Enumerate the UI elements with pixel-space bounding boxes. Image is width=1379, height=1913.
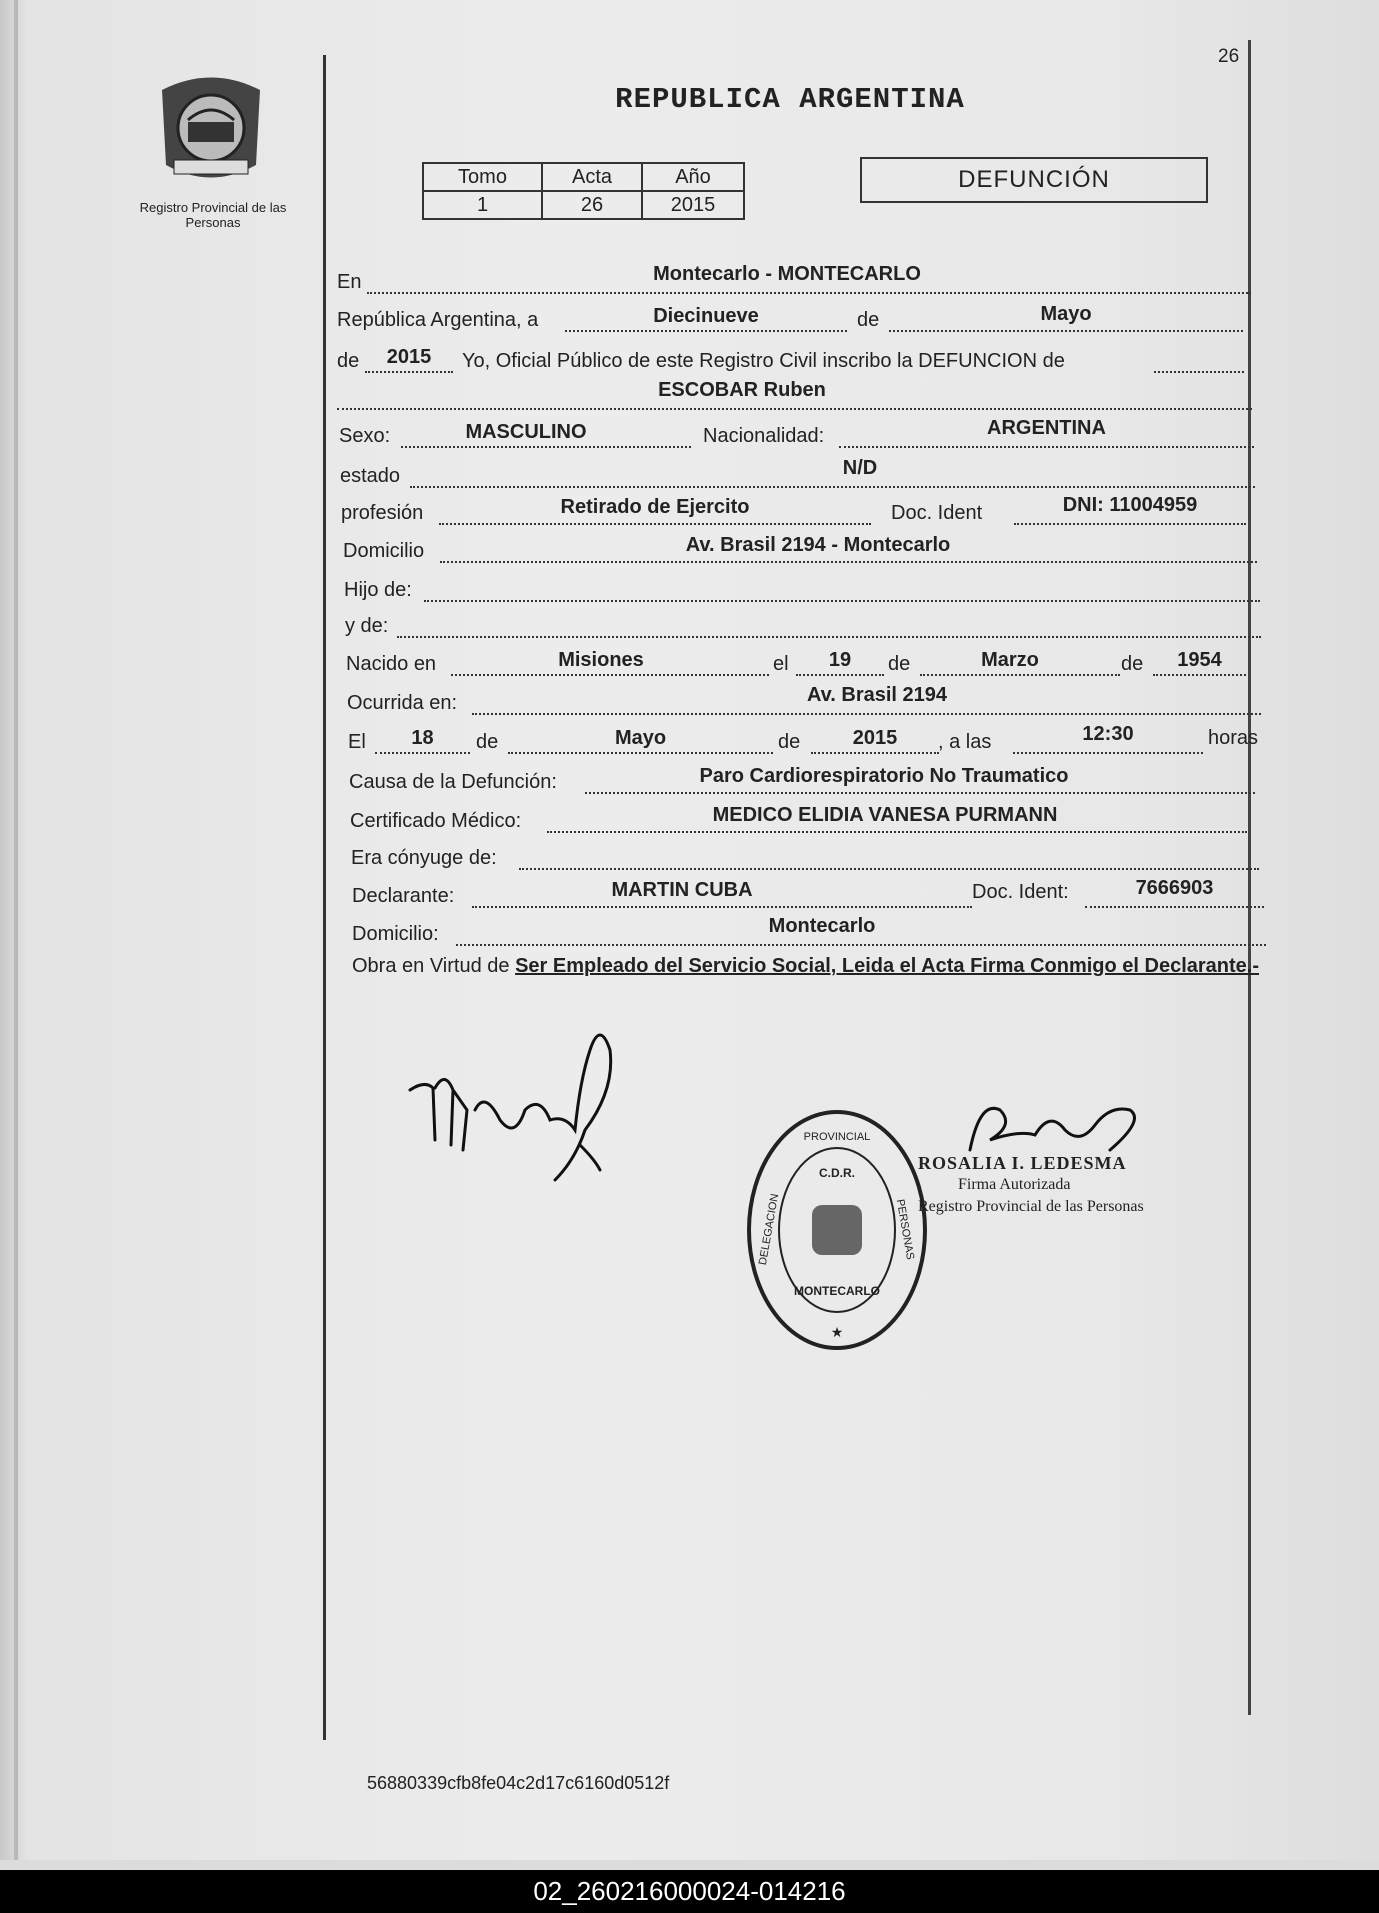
registry-name: Registro Provincial de las Personas bbox=[139, 200, 287, 230]
page-number: 26 bbox=[1218, 46, 1240, 67]
en-label: En bbox=[337, 271, 362, 293]
hora-value: 12:30 bbox=[1082, 723, 1134, 745]
decl-doc-value: 7666903 bbox=[1135, 877, 1214, 899]
table-cell: 26 bbox=[542, 191, 642, 219]
table-header: Año bbox=[642, 163, 744, 191]
obra-label: Obra en Virtud de bbox=[352, 955, 510, 977]
nac-anio: 1954 bbox=[1177, 649, 1222, 671]
authority-block bbox=[918, 1152, 1144, 1218]
estado-label: estado bbox=[340, 465, 401, 487]
def-de2: de bbox=[778, 731, 801, 753]
decl-doc-label: Doc. Ident: bbox=[972, 881, 1069, 903]
row-yde bbox=[345, 610, 1261, 640]
obra-paragraph bbox=[352, 952, 1266, 981]
conyuge-line bbox=[519, 844, 1259, 870]
declarant-signature-icon bbox=[405, 1020, 625, 1190]
dia-value: Diecinueve bbox=[653, 305, 759, 327]
hijo-line bbox=[424, 576, 1260, 602]
el2-label: El bbox=[348, 731, 366, 753]
nac-mes: Marzo bbox=[981, 649, 1039, 671]
certificado-value: MEDICO ELIDIA VANESA PURMANN bbox=[712, 804, 1058, 826]
conyuge-label: Era cónyuge de: bbox=[351, 847, 497, 869]
row-decl-domicilio bbox=[352, 915, 1266, 948]
svg-text:★: ★ bbox=[830, 1324, 844, 1340]
estado-value: N/D bbox=[842, 457, 878, 479]
row-nacido bbox=[346, 648, 1246, 678]
profesion-label: profesión bbox=[341, 502, 424, 524]
table-header: Tomo bbox=[423, 163, 542, 191]
row-certificado bbox=[350, 805, 1247, 835]
alas-label: , a las bbox=[938, 731, 992, 753]
row-profesion bbox=[341, 494, 1246, 527]
def-dia: 18 bbox=[411, 727, 434, 749]
table-cell: 1 bbox=[423, 191, 542, 219]
row-defuncion-fecha bbox=[348, 723, 1263, 756]
row-sexo bbox=[339, 417, 1254, 450]
row-republica bbox=[337, 304, 1243, 334]
nacionalidad-value: ARGENTINA bbox=[987, 417, 1106, 439]
footer-id: 02_260216000024-014216 bbox=[0, 1870, 1379, 1913]
page-fold bbox=[14, 0, 18, 1860]
nacionalidad-label: Nacionalidad: bbox=[703, 425, 825, 447]
causa-label: Causa de la Defunción: bbox=[349, 771, 557, 793]
document-type-box: DEFUNCIÓN bbox=[860, 157, 1208, 203]
nombre-value: ESCOBAR Ruben bbox=[658, 379, 826, 401]
authority-office: Registro Provincial de las Personas bbox=[918, 1198, 1144, 1215]
authority-name: ROSALIA I. LEDESMA bbox=[918, 1153, 1127, 1173]
nac-de2: de bbox=[1121, 653, 1144, 675]
sexo-label: Sexo: bbox=[339, 425, 391, 447]
causa-value: Paro Cardiorespiratorio No Traumatico bbox=[699, 765, 1069, 787]
republica-label: República Argentina, a bbox=[337, 309, 539, 331]
nac-dia: 19 bbox=[828, 649, 852, 671]
row-nombre bbox=[337, 379, 1252, 412]
hijo-label: Hijo de: bbox=[344, 579, 412, 601]
row-ocurrida bbox=[347, 684, 1261, 717]
doc-label: Doc. Ident bbox=[891, 502, 983, 524]
authority-role: Firma Autorizada bbox=[958, 1176, 1071, 1193]
row-conyuge bbox=[351, 842, 1259, 872]
nac-de1: de bbox=[888, 653, 911, 675]
decl-dom-value: Montecarlo bbox=[768, 915, 876, 937]
row-domicilio bbox=[343, 535, 1257, 565]
horas-label: horas bbox=[1208, 727, 1259, 749]
de-label: de bbox=[857, 309, 880, 331]
row-hijo bbox=[344, 574, 1260, 604]
document-hash: 56880339cfb8fe04c2d17c6160d0512f bbox=[367, 1773, 670, 1793]
def-anio: 2015 bbox=[852, 727, 898, 749]
table-cell: 2015 bbox=[642, 191, 744, 219]
anio-value: 2015 bbox=[386, 346, 432, 368]
doc-value: DNI: 11004959 bbox=[1062, 494, 1198, 516]
profesion-value: Retirado de Ejercito bbox=[560, 496, 750, 518]
ocurrida-label: Ocurrida en: bbox=[347, 692, 458, 714]
oficial-text: Yo, Oficial Público de este Registro Civil inscribo la DEFUNCION de bbox=[462, 350, 1065, 372]
record-table bbox=[422, 162, 745, 220]
el-label: el bbox=[773, 653, 789, 675]
domicilio-value: Av. Brasil 2194 - Montecarlo bbox=[685, 534, 951, 556]
en-value: Montecarlo - MONTECARLO bbox=[653, 263, 921, 285]
svg-text:DELEGACION: DELEGACION bbox=[756, 1192, 782, 1267]
svg-text:PROVINCIAL: PROVINCIAL bbox=[803, 1131, 871, 1143]
province-crest-icon bbox=[152, 70, 270, 185]
svg-text:C.D.R.: C.D.R. bbox=[819, 1166, 855, 1180]
anio-prefix: de bbox=[337, 350, 360, 372]
row-anio bbox=[337, 345, 1244, 375]
svg-text:PERSONAS: PERSONAS bbox=[893, 1198, 917, 1261]
declarante-value: MARTIN CUBA bbox=[611, 879, 753, 901]
row-declarante bbox=[352, 877, 1264, 910]
row-en bbox=[337, 263, 1251, 296]
domicilio-label: Domicilio bbox=[343, 540, 425, 562]
table-header: Acta bbox=[542, 163, 642, 191]
yde-line bbox=[397, 612, 1261, 638]
sexo-value: MASCULINO bbox=[465, 421, 587, 443]
left-margin-line bbox=[323, 55, 326, 1740]
mes-value: Mayo bbox=[1040, 303, 1092, 325]
declarante-label: Declarante: bbox=[352, 885, 455, 907]
ocurrida-value: Av. Brasil 2194 bbox=[806, 684, 948, 706]
official-stamp-icon bbox=[742, 1105, 932, 1355]
decl-dom-label: Domicilio: bbox=[352, 923, 439, 945]
row-estado bbox=[340, 457, 1255, 490]
row-causa bbox=[349, 766, 1255, 796]
svg-text:MONTECARLO: MONTECARLO bbox=[794, 1284, 880, 1298]
nacido-value: Misiones bbox=[558, 649, 644, 671]
nacido-label: Nacido en bbox=[346, 653, 437, 675]
certificado-label: Certificado Médico: bbox=[350, 810, 522, 832]
def-de1: de bbox=[476, 731, 499, 753]
oficial-line bbox=[1154, 347, 1244, 373]
def-mes: Mayo bbox=[614, 727, 667, 749]
obra-value: Ser Empleado del Servicio Social, Leida el Acta Firma Conmigo el Declarante.- bbox=[515, 955, 1260, 977]
yde-label: y de: bbox=[345, 615, 389, 637]
country-title: REPUBLICA ARGENTINA bbox=[615, 83, 965, 116]
